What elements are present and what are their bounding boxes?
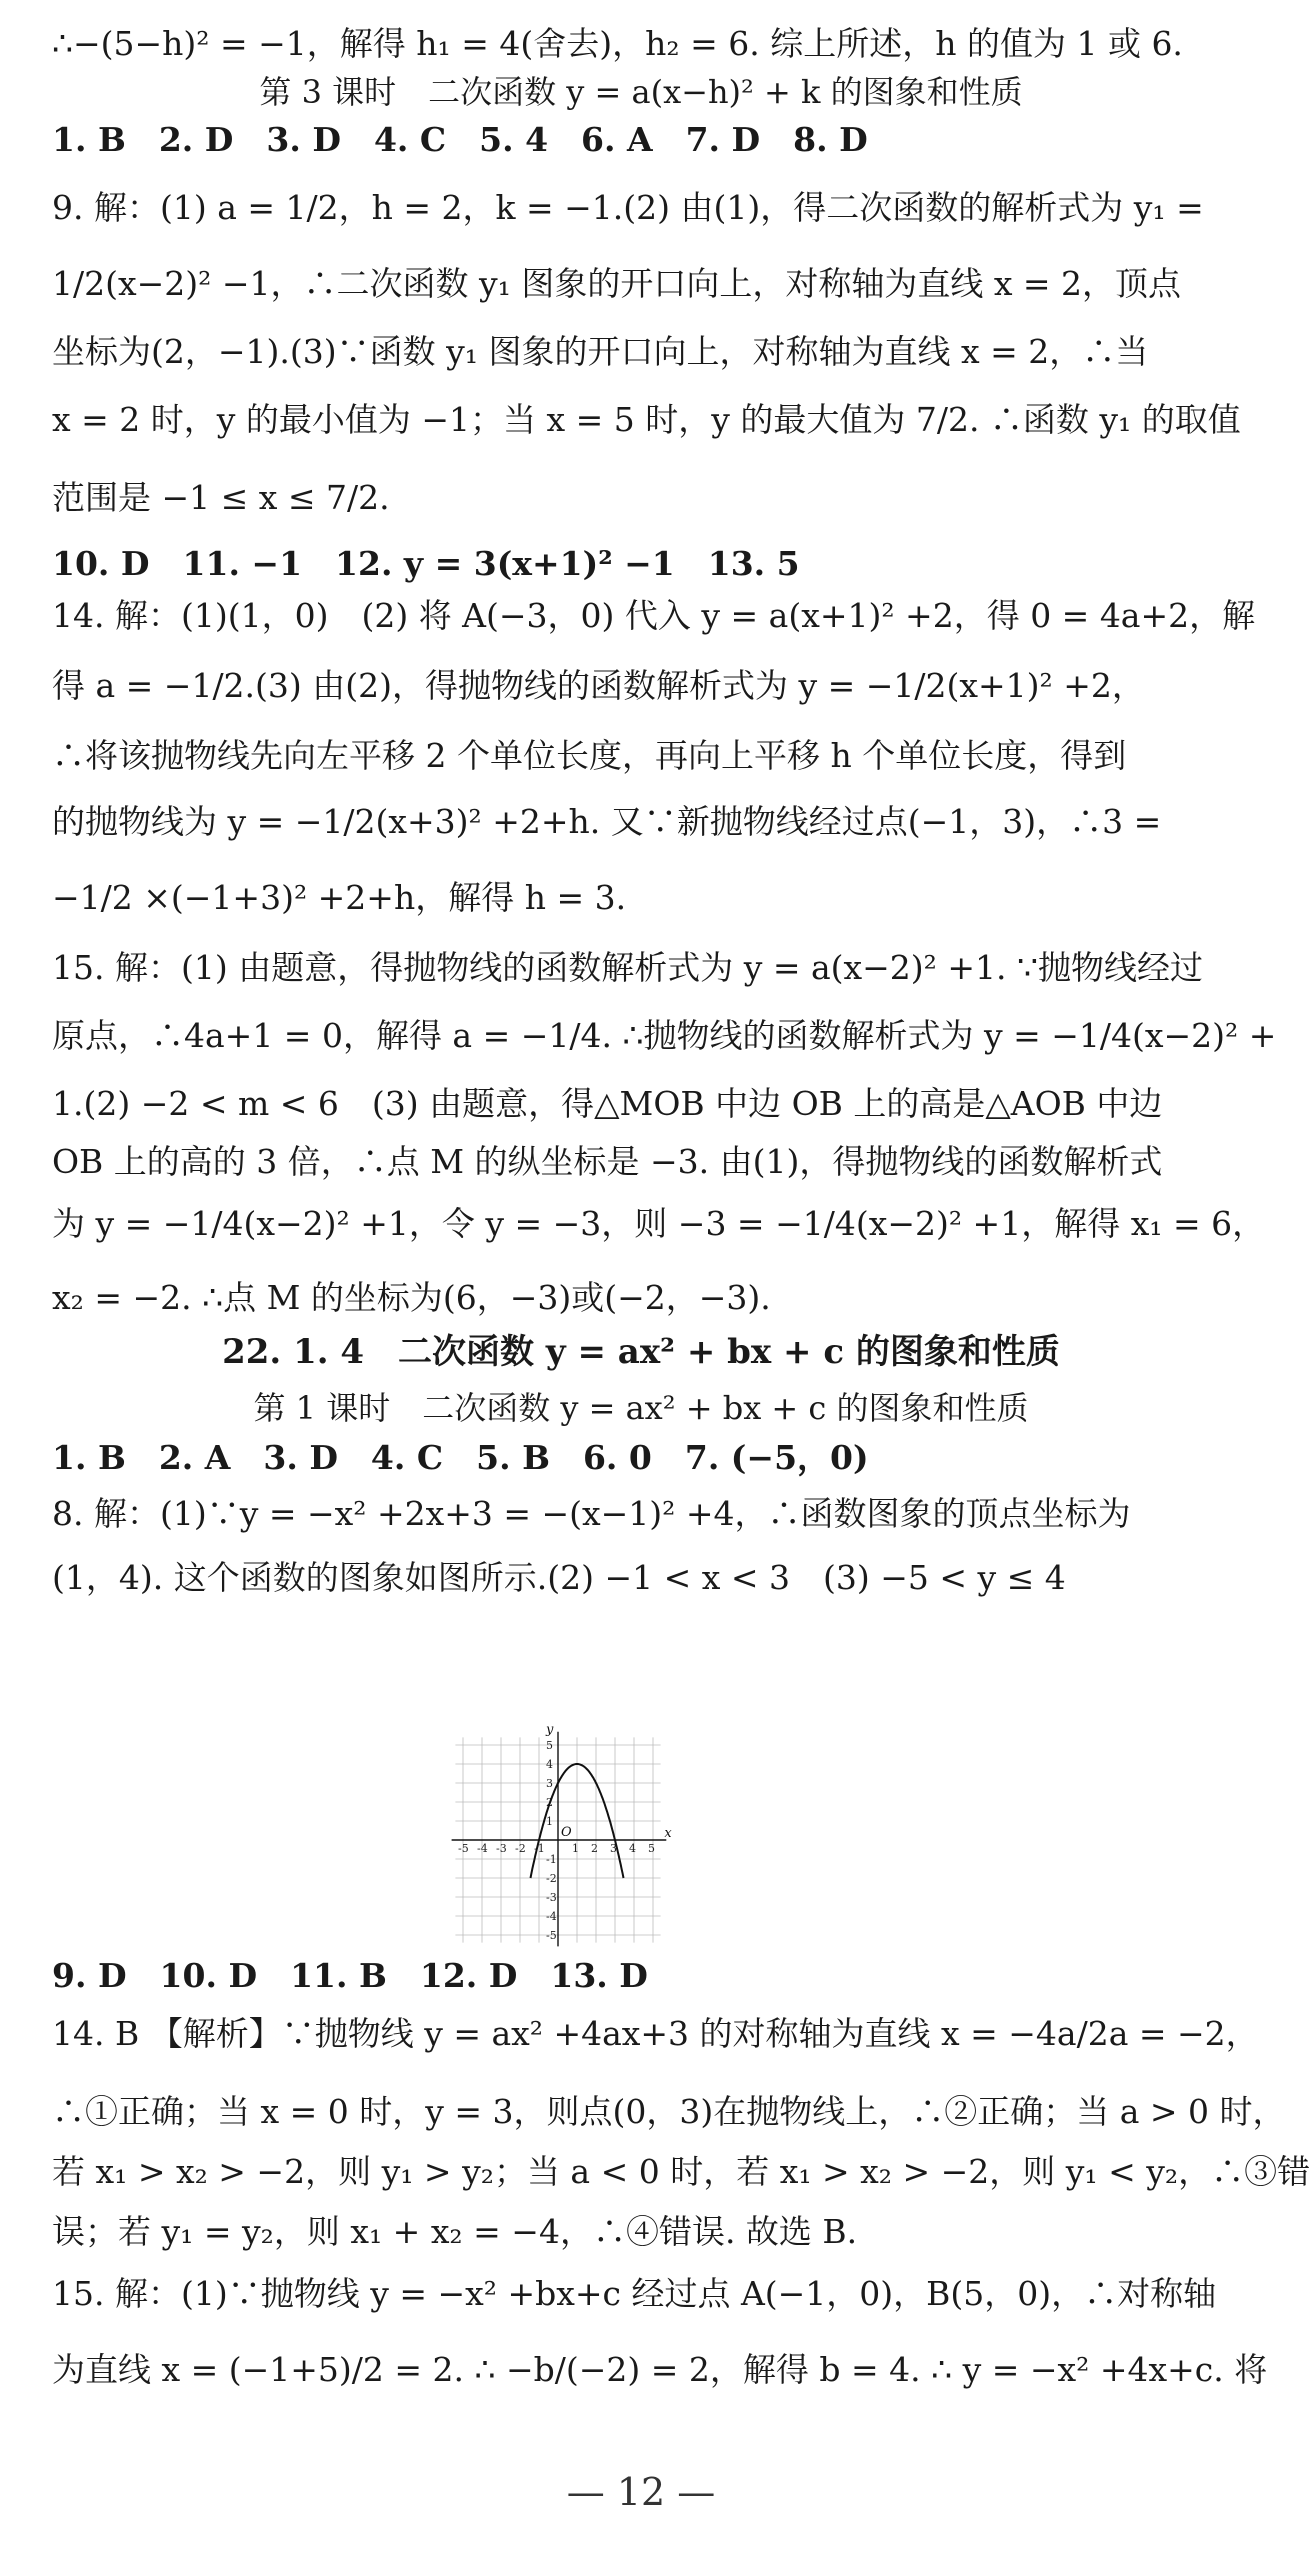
text-line: ∴①正确；当 x = 0 时，y = 3，则点(0，3)在抛物线上，∴②正确；当 a > 0 时，	[52, 2092, 1286, 2131]
y-tick-label: 1	[546, 1815, 553, 1828]
text-line: 15. 解：(1)∵抛物线 y = −x² +bx+c 经过点 A(−1，0)，B(5，0)，∴对称轴	[52, 2274, 1217, 2313]
y-tick-label: 3	[546, 1777, 553, 1790]
x-tick-label: 2	[591, 1842, 598, 1855]
text-line: x₂ = −2. ∴点 M 的坐标为(6，−3)或(−2，−3).	[52, 1278, 771, 1317]
y-tick-label: -4	[546, 1910, 557, 1923]
x-axis-label: x	[664, 1826, 672, 1841]
text-line: 15. 解：(1) 由题意，得抛物线的函数解析式为 y = a(x−2)² +1. ∵抛物线经过	[52, 948, 1203, 987]
text-line: 14. B 【解析】∵抛物线 y = ax² +4ax+3 的对称轴为直线 x = −4a/2a = −2，	[52, 2014, 1259, 2053]
x-tick-label: 1	[572, 1842, 579, 1855]
text-line: 若 x₁ > x₂ > −2，则 y₁ > y₂；当 a < 0 时，若 x₁ > x₂ > −2，则 y₁ < y₂，∴③错	[52, 2152, 1310, 2191]
answer-line: 1. B 2. A 3. D 4. C 5. B 6. 0 7. (−5，0)	[52, 1438, 869, 1477]
x-tick-label: 5	[648, 1842, 655, 1855]
text-line: 1.(2) −2 < m < 6 (3) 由题意，得△MOB 中边 OB 上的高是△AOB 中边	[52, 1084, 1163, 1123]
lesson-heading: 第 3 课时 二次函数 y = a(x−h)² + k 的图象和性质	[259, 73, 1023, 111]
x-tick-label: 3	[610, 1842, 617, 1855]
page-number: — 12 —	[566, 2470, 716, 2514]
parabola-graph	[448, 1722, 708, 1947]
text-line: 坐标为(2，−1).(3)∵函数 y₁ 图象的开口向上，对称轴为直线 x = 2，∴当	[52, 332, 1149, 371]
text-line: ∴将该抛物线先向左平移 2 个单位长度，再向上平移 h 个单位长度，得到	[52, 736, 1127, 775]
x-tick-label: -2	[515, 1842, 526, 1855]
y-tick-label: 5	[546, 1739, 553, 1752]
answer-line: 1. B 2. D 3. D 4. C 5. 4 6. A 7. D 8. D	[52, 120, 868, 159]
text-line: 原点，∴4a+1 = 0，解得 a = −1/4. ∴抛物线的函数解析式为 y = −1/4(x−2)² +	[52, 1016, 1277, 1055]
y-tick-label: -1	[546, 1853, 557, 1866]
y-tick-label: -2	[546, 1872, 557, 1885]
origin-label: O	[561, 1825, 572, 1840]
text-line: 为 y = −1/4(x−2)² +1，令 y = −3，则 −3 = −1/4(x−2)² +1，解得 x₁ = 6，	[52, 1204, 1266, 1243]
x-tick-label: -3	[496, 1842, 507, 1855]
lesson-heading: 第 1 课时 二次函数 y = ax² + bx + c 的图象和性质	[253, 1389, 1029, 1427]
y-tick-label: -3	[546, 1891, 557, 1904]
x-tick-label: -4	[477, 1842, 488, 1855]
y-axis-label: y	[546, 1722, 554, 1738]
x-tick-label: -1	[534, 1842, 545, 1855]
section-heading: 22. 1. 4 二次函数 y = ax² + bx + c 的图象和性质	[222, 1332, 1060, 1372]
text-line: 8. 解：(1)∵y = −x² +2x+3 = −(x−1)² +4，∴函数图象的顶点坐标为	[52, 1494, 1131, 1533]
text-line: ∴−(5−h)² = −1，解得 h₁ = 4(舍去)，h₂ = 6. 综上所述，h 的值为 1 或 6.	[52, 24, 1183, 63]
x-tick-label: -5	[458, 1842, 469, 1855]
text-line: 范围是 −1 ≤ x ≤ 7/2.	[52, 478, 390, 517]
text-line: 为直线 x = (−1+5)/2 = 2. ∴ −b/(−2) = 2，解得 b = 4. ∴ y = −x² +4x+c. 将	[52, 2350, 1268, 2389]
y-tick-label: 4	[546, 1758, 553, 1771]
text-line: 的抛物线为 y = −1/2(x+3)² +2+h. 又∵新抛物线经过点(−1，3)，∴3 =	[52, 802, 1162, 841]
text-line: 1/2(x−2)² −1，∴二次函数 y₁ 图象的开口向上，对称轴为直线 x = 2，顶点	[52, 264, 1182, 303]
answer-line: 9. D 10. D 11. B 12. D 13. D	[52, 1956, 648, 1995]
text-line: OB 上的高的 3 倍，∴点 M 的纵坐标是 −3. 由(1)，得抛物线的函数解析式	[52, 1142, 1163, 1181]
text-line: 14. 解：(1)(1，0) (2) 将 A(−3，0) 代入 y = a(x+1)² +2，得 0 = 4a+2，解	[52, 596, 1256, 635]
text-line: −1/2 ×(−1+3)² +2+h，解得 h = 3.	[52, 878, 627, 917]
text-line: 得 a = −1/2.(3) 由(2)，得抛物线的函数解析式为 y = −1/2(x+1)² +2，	[52, 666, 1145, 705]
text-line: 9. 解：(1) a = 1/2，h = 2，k = −1.(2) 由(1)，得二次函数的解析式为 y₁ =	[52, 188, 1204, 227]
x-tick-label: 4	[629, 1842, 636, 1855]
y-tick-label: -5	[546, 1929, 557, 1942]
text-line: x = 2 时，y 的最小值为 −1；当 x = 5 时，y 的最大值为 7/2. ∴函数 y₁ 的取值	[52, 400, 1241, 439]
text-line: 误；若 y₁ = y₂，则 x₁ + x₂ = −4，∴④错误. 故选 B.	[52, 2212, 858, 2251]
text-line: (1，4). 这个函数的图象如图所示.(2) −1 < x < 3 (3) −5 < y ≤ 4	[52, 1558, 1066, 1597]
answer-line: 10. D 11. −1 12. y = 3(x+1)² −1 13. 5	[52, 544, 800, 583]
y-tick-label: 2	[546, 1796, 553, 1809]
